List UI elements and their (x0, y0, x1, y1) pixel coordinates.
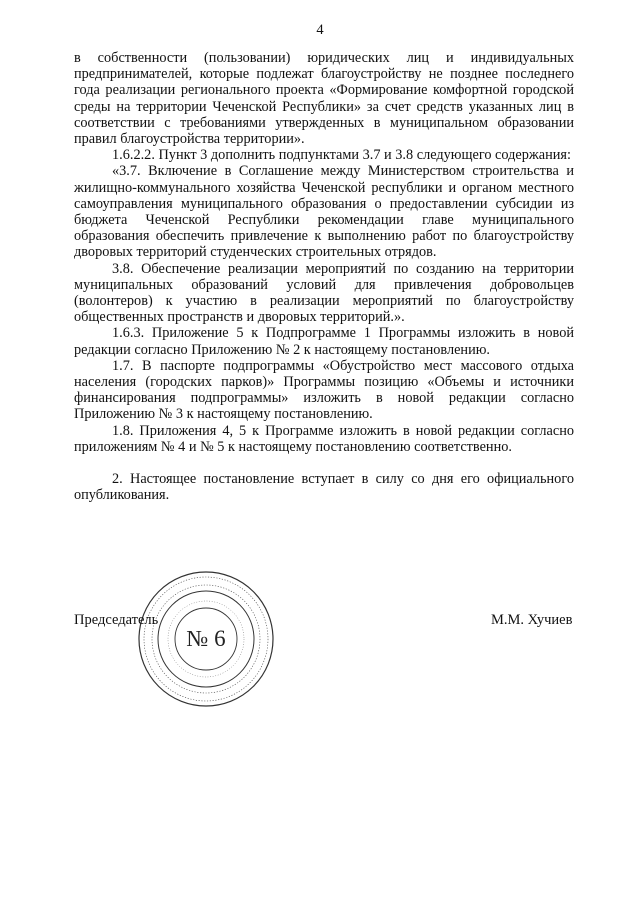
document-body (74, 50, 574, 503)
paragraph-continuation: в собственности (пользовании) юридических лиц и индивидуальных предпринимателей, которые подлежат благоустройству не позднее последнего года реализации регионального проекта «Формирование комфортной городской среды на территории Чеченской Республики» за счет средств указанных лиц в соответствии с требованиями утвержденных в муниципальном образовании правил благоустройства территории». (74, 50, 574, 148)
paragraph-1-7: 1.7. В паспорте подпрограммы «Обустройство мест массового отдыха населения (городских парков)» Программы позицию «Объемы и источники финансирования подпрограммы» изложить в новой редакции согласно Приложению № 3 к настоящему постановлению. (74, 357, 574, 423)
page-number: 4 (316, 22, 324, 38)
paragraph-1-6-3: 1.6.3. Приложение 5 к Подпрограмме 1 Программы изложить в новой редакции согласно Приложению № 2 к настоящему постановлению. (74, 325, 574, 358)
signatory-title: Председатель (74, 612, 159, 628)
paragraph-3-7: «3.7. Включение в Соглашение между Министерством строительства и жилищно-коммунального хозяйства Чеченской республики и органом местного самоуправления муниципального образования о предоставлении субсидии из бюджета Чеченской Республики рекомендации главе муниципального образования обеспечить привлечение к выполнению работ по благоустройству дворовых территорий студенческих строительных отрядов. (74, 163, 574, 261)
seal-number: № 6 (186, 626, 226, 651)
paragraph-1-6-2-2: 1.6.2.2. Пункт 3 дополнить подпунктами 3.7 и 3.8 следующего содержания: (112, 147, 571, 164)
official-seal-stamp (136, 569, 276, 709)
paragraph-2-effective-date: 2. Настоящее постановление вступает в силу со дня его официального опубликования. (74, 471, 574, 504)
signatory-name: М.М. Хучиев (491, 612, 573, 628)
paragraph-1-8: 1.8. Приложения 4, 5 к Программе изложить в новой редакции согласно приложениям № 4 и № 5 к настоящему постановлению соответственно. (74, 422, 574, 455)
paragraph-3-8: 3.8. Обеспечение реализации мероприятий по созданию на территории муниципальных образований условий для привлечения добровольцев (волонтеров) к участию в реализации мероприятий по благоустройству общественных пространств и дворовых территорий.». (74, 260, 574, 326)
